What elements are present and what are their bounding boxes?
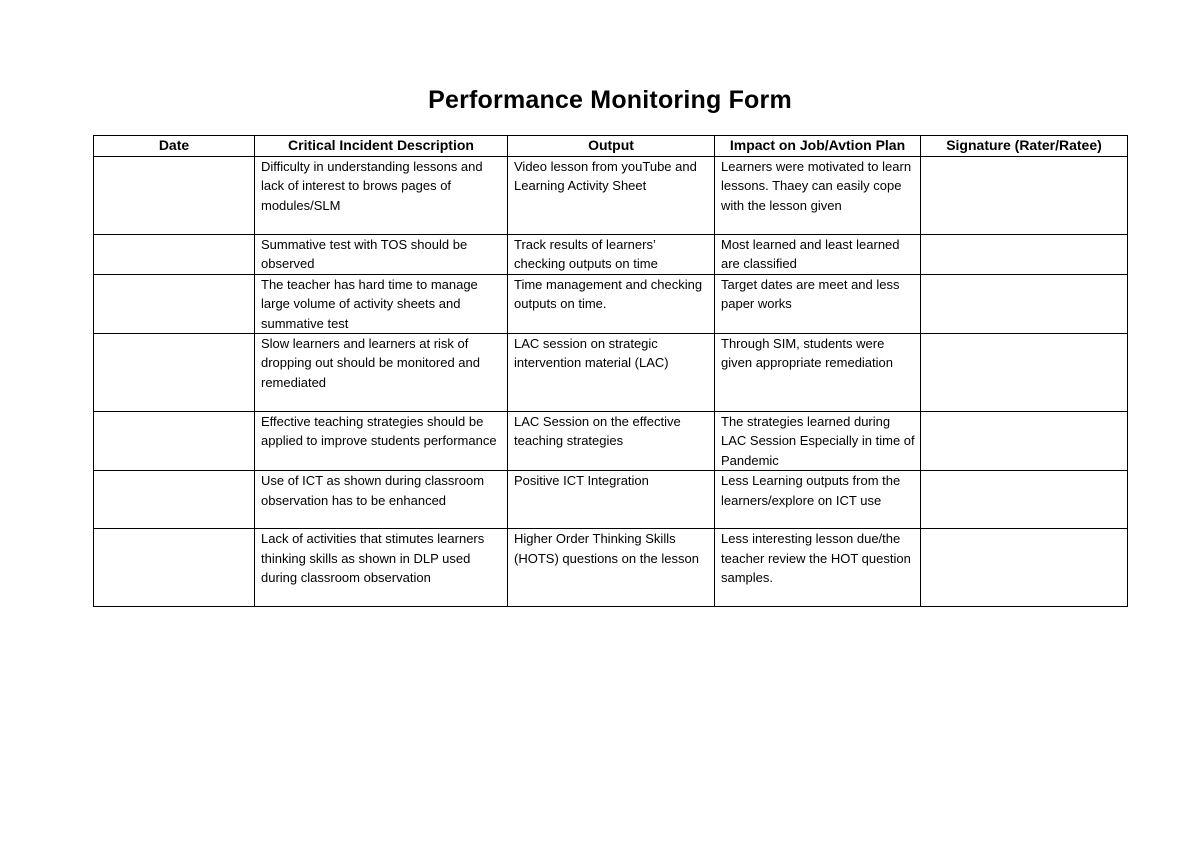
output-cell: Positive ICT Integration [508,471,715,529]
table-row [94,471,1128,529]
description-cell: Slow learners and learners at risk of dropping out should be monitored and remediated [255,334,508,412]
output-cell: Time management and checking outputs on time. [508,274,715,333]
description-cell: The teacher has hard time to manage large volume of activity sheets and summative test [255,274,508,333]
table-row [94,157,1128,235]
signature-cell[interactable] [921,471,1128,529]
output-cell: Video lesson from youTube and Learning Activity Sheet [508,157,715,235]
table-row [94,529,1128,607]
impact-cell: The strategies learned during LAC Session Especially in time of Pandemic [715,412,921,471]
date-cell[interactable] [94,529,255,607]
description-cell: Difficulty in understanding lessons and lack of interest to brows pages of modules/SLM [255,157,508,235]
description-cell: Effective teaching strategies should be applied to improve students performance [255,412,508,471]
date-cell[interactable] [94,334,255,412]
impact-cell: Less interesting lesson due/the teacher review the HOT question samples. [715,529,921,607]
impact-cell: Through SIM, students were given appropriate remediation [715,334,921,412]
header-critical-incident-description: Critical Incident Description [255,136,508,157]
performance-monitoring-table [93,135,1128,607]
header-signature: Signature (Rater/Ratee) [921,136,1128,157]
header-impact-on-job: Impact on Job/Avtion Plan [715,136,921,157]
date-cell[interactable] [94,157,255,235]
date-cell[interactable] [94,235,255,275]
impact-cell: Most learned and least learned are classified [715,235,921,275]
impact-cell: Learners were motivated to learn lessons. Thaey can easily cope with the lesson given [715,157,921,235]
date-cell[interactable] [94,471,255,529]
signature-cell[interactable] [921,235,1128,275]
signature-cell[interactable] [921,529,1128,607]
date-cell[interactable] [94,274,255,333]
table-row [94,235,1128,275]
description-cell: Use of ICT as shown during classroom observation has to be enhanced [255,471,508,529]
impact-cell: Target dates are meet and less paper works [715,274,921,333]
signature-cell[interactable] [921,274,1128,333]
description-cell: Summative test with TOS should be observed [255,235,508,275]
signature-cell[interactable] [921,157,1128,235]
table-row [94,274,1128,333]
table-row [94,334,1128,412]
table-row [94,412,1128,471]
table-header-row [94,136,1128,157]
output-cell: Higher Order Thinking Skills (HOTS) questions on the lesson [508,529,715,607]
signature-cell[interactable] [921,412,1128,471]
impact-cell: Less Learning outputs from the learners/explore on ICT use [715,471,921,529]
header-date: Date [94,136,255,157]
signature-cell[interactable] [921,334,1128,412]
date-cell[interactable] [94,412,255,471]
output-cell: LAC session on strategic intervention material (LAC) [508,334,715,412]
output-cell: Track results of learners’ checking outputs on time [508,235,715,275]
header-output: Output [508,136,715,157]
output-cell: LAC Session on the effective teaching strategies [508,412,715,471]
page-title: Performance Monitoring Form [428,86,792,114]
description-cell: Lack of activities that stimutes learners thinking skills as shown in DLP used during classroom observation [255,529,508,607]
